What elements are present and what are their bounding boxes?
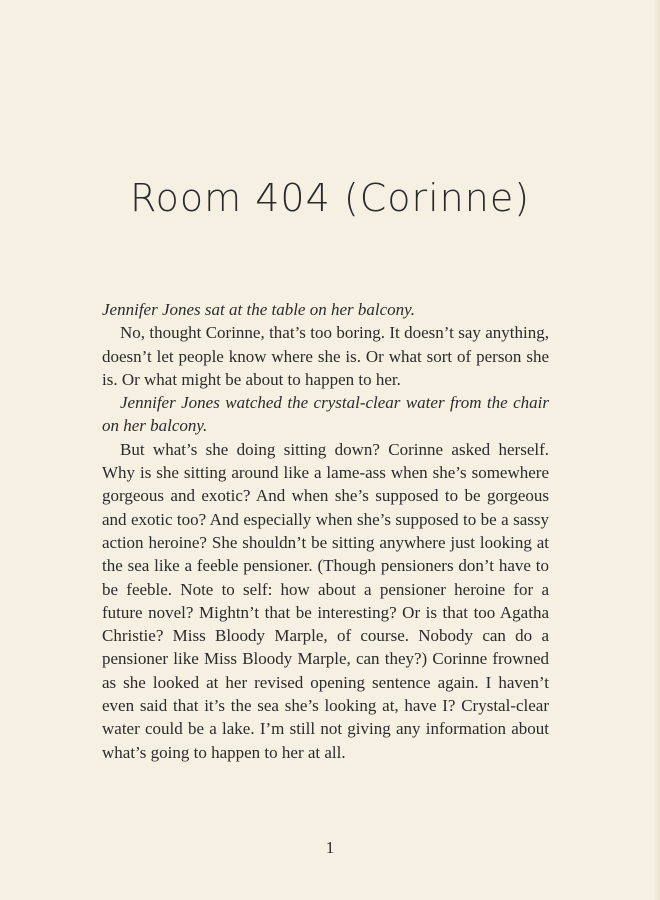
page-number: 1	[325, 838, 335, 857]
paragraph-opening-line-draft-2: Jennifer Jones watched the crystal-clear water from the chair on her balcony.	[102, 393, 549, 436]
paragraph-opening-line-draft-1: Jennifer Jones sat at the table on her balcony.	[102, 300, 416, 319]
body-text	[102, 298, 549, 764]
paragraph-corinne-thoughts-1: No, thought Corinne, that’s too boring. It doesn’t say anything, doesn’t let people know where she is. Or what sort of person she is. Or what might be about to happen to her.	[102, 323, 549, 389]
chapter-title: Room 404 (Corinne)	[129, 176, 531, 220]
page-edge-shadow	[654, 0, 660, 900]
paragraph-corinne-thoughts-2: But what’s she doing sitting down? Corinne asked herself. Why is she sitting around like a lame-ass when she’s somewhere gorgeous and exotic? And when she’s supposed to be gorgeous and exotic too? And especially when she’s supposed to be a sassy action heroine? She shouldn’t be sitting anywhere just looking at the sea like a feeble pensioner. (Though pensioners don’t have to be feeble. Note to self: how about a pensioner heroine for a future novel? Mightn’t that be interesting? Or is that too Agatha Christie? Miss Bloody Marple, of course. Nobody can do a pensioner like Miss Bloody Marple, can they?) Corinne frowned as she looked at her revised opening sentence again. I haven’t even said that it’s the sea she’s looking at, have I? Crystal-clear water could be a lake. I’m still not giving any information about what’s going to happen to her at all.	[102, 439, 549, 762]
